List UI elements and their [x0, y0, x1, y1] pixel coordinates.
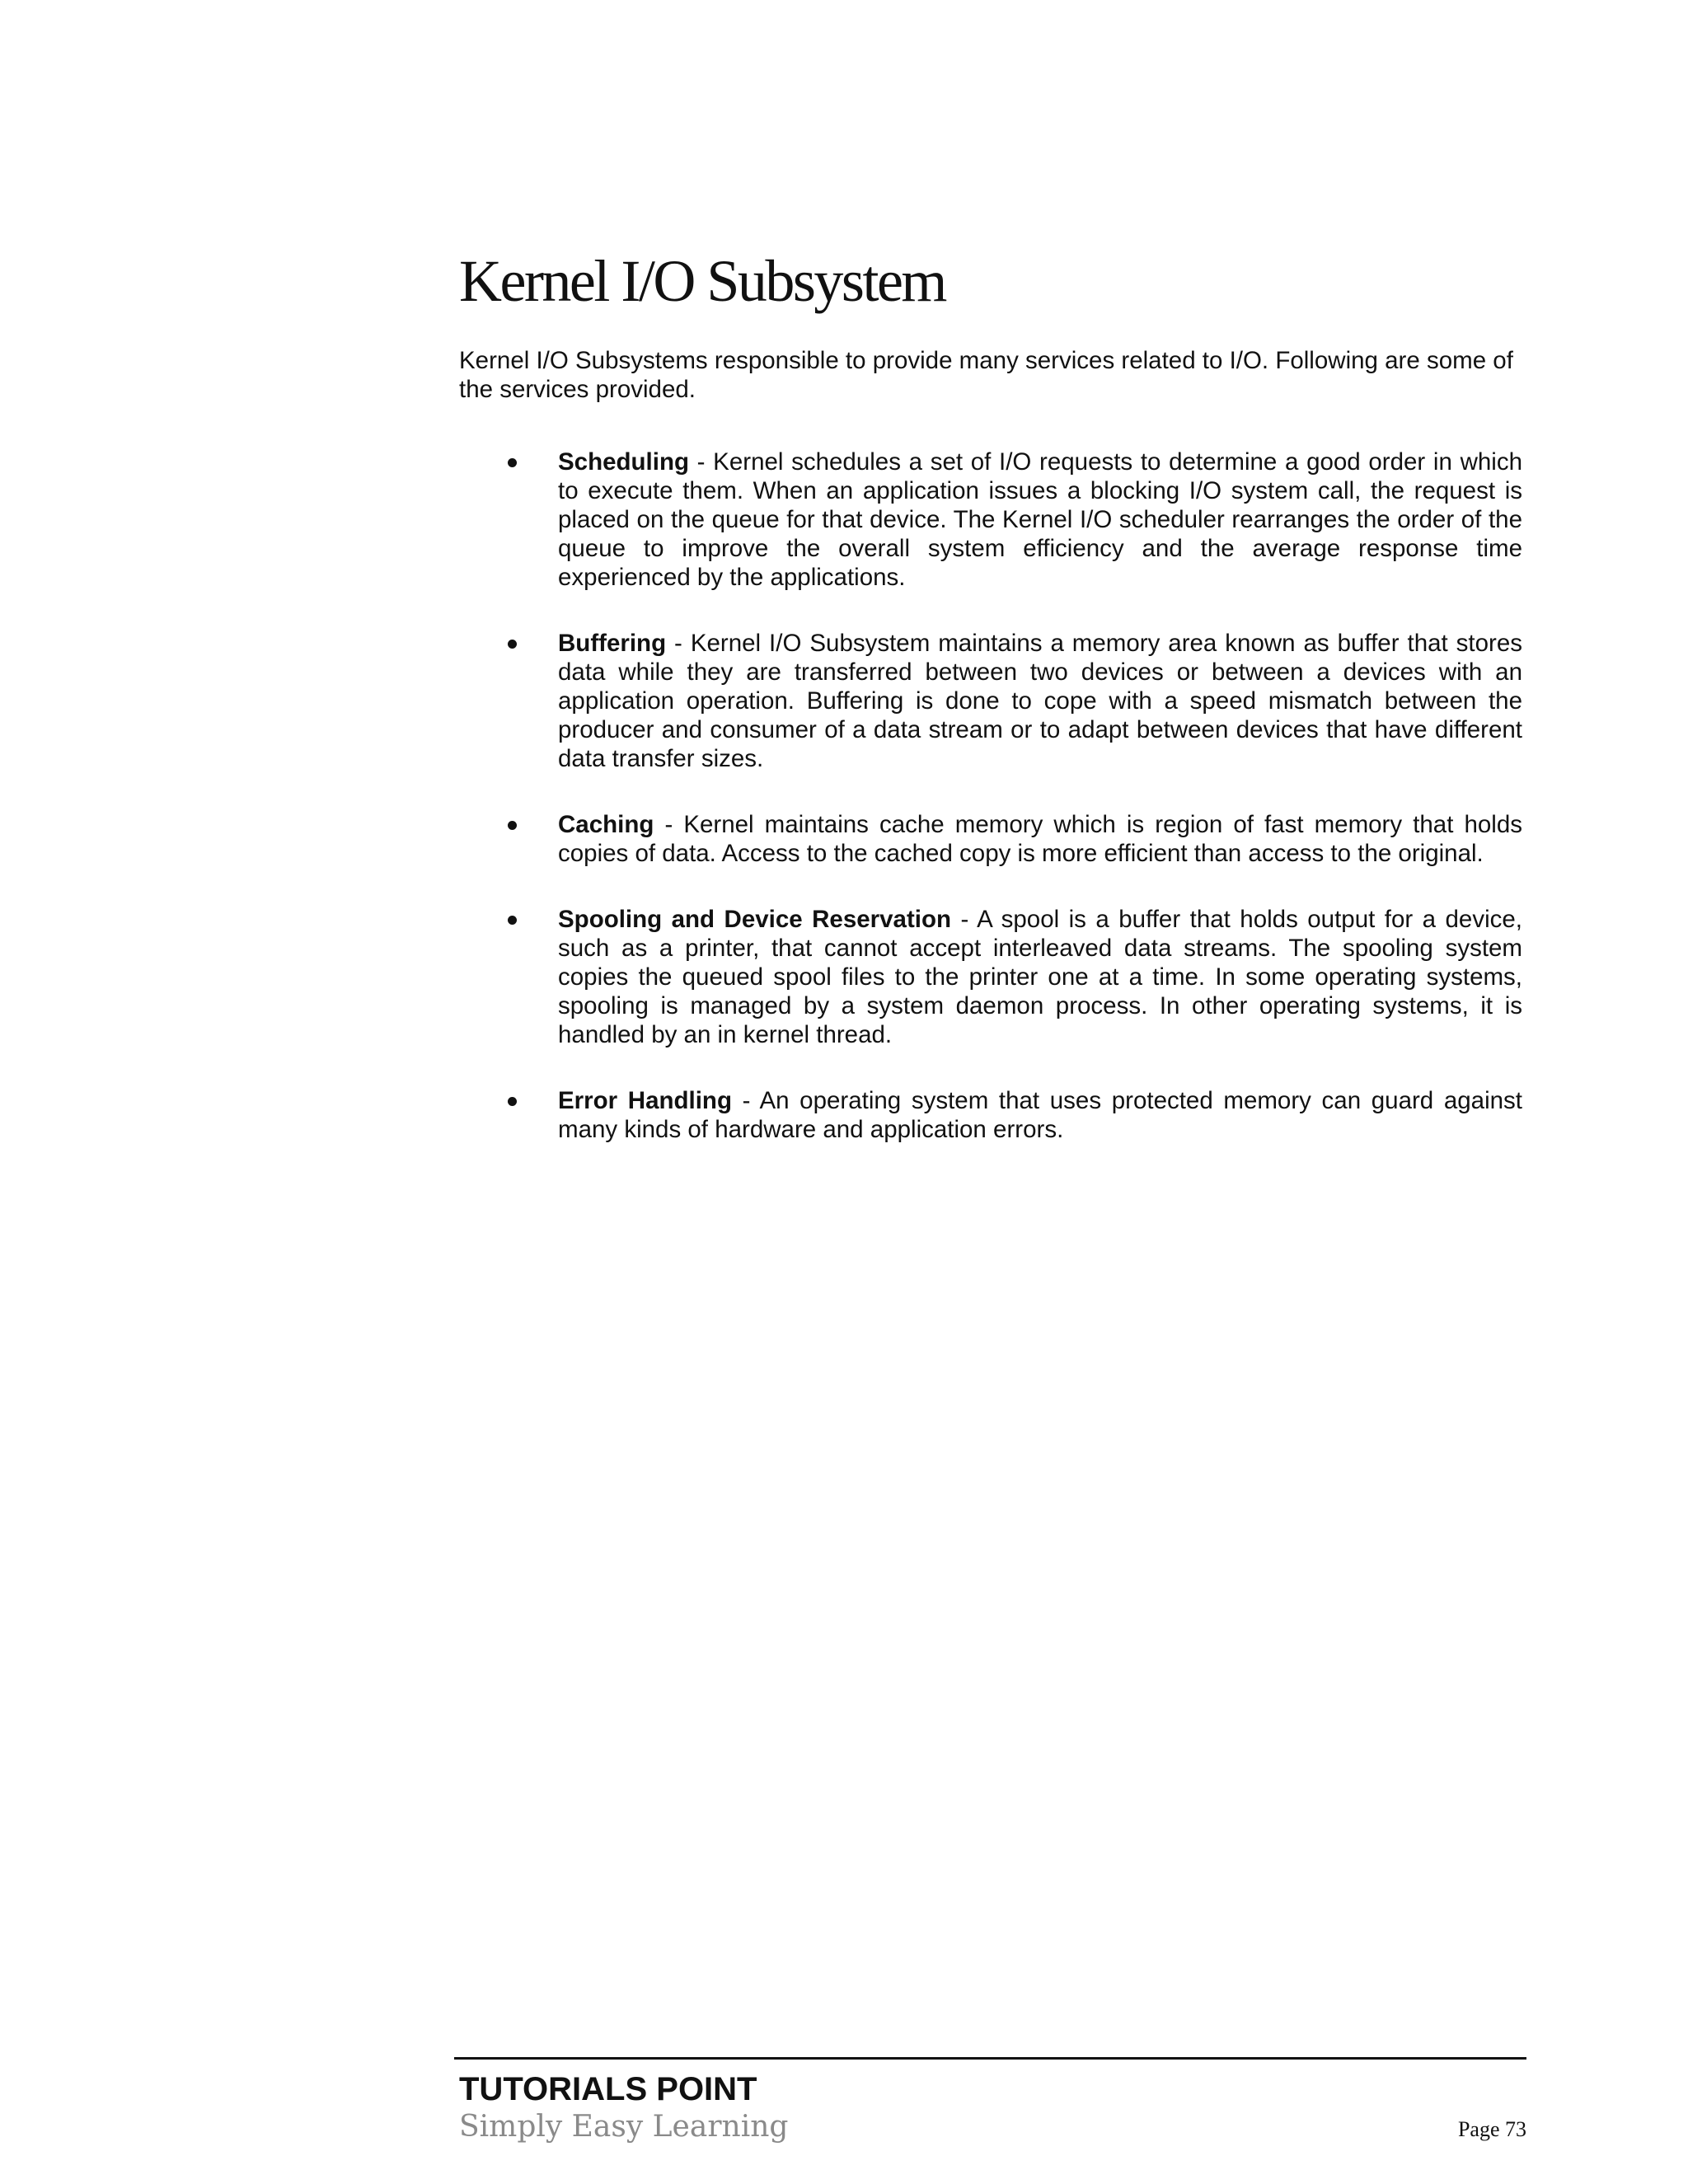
bullet-icon — [508, 1097, 517, 1106]
bullet-icon — [508, 821, 517, 830]
term-label: Buffering — [558, 630, 667, 657]
footer-brand: TUTORIALS POINT — [459, 2071, 757, 2107]
list-item-caching — [459, 810, 1522, 868]
intro-paragraph: Kernel I/O Subsystems responsible to provide many services related to I/O. Following are some of the services provided. — [459, 347, 1513, 403]
term-description: - Kernel schedules a set of I/O requests to determine a good order in which to execute them. When an application issues a blocking I/O system call, the request is placed on the queue for that device. The Kernel I/O scheduler rearranges the order of the queue to improve the overall system efficiency and the average response time experienced by the applications. — [558, 448, 1522, 591]
page-title: Kernel I/O Subsystem — [459, 248, 945, 314]
list-item-scheduling — [459, 448, 1522, 592]
term-label: Error Handling — [558, 1087, 732, 1114]
bullet-icon — [508, 640, 517, 649]
list-item-error-handling — [459, 1086, 1522, 1144]
term-label: Caching — [558, 811, 654, 838]
term-description: - Kernel I/O Subsystem maintains a memory area known as buffer that stores data while they are transferred between two devices or between a devices with an application operation. Buffering is done to cope with a speed mismatch between the producer and consumer of a data stream or to adapt between devices that have different data transfer sizes. — [558, 630, 1522, 772]
term-description: - An operating system that uses protected memory can guard against many kinds of hardware and application errors. — [558, 1087, 1522, 1143]
list-item-buffering — [459, 629, 1522, 773]
page-number: Page 73 — [1457, 2117, 1526, 2141]
footer-divider — [454, 2057, 1526, 2060]
services-list — [459, 448, 1522, 1144]
term-label: Spooling and Device Reservation — [558, 906, 952, 933]
term-description: - A spool is a buffer that holds output for a device, such as a printer, that cannot accept interleaved data streams. The spooling system copies the queued spool files to the printer one at a time. In some operating systems, spooling is managed by a system daemon process. In other operating systems, it is handled by an in kernel thread. — [558, 906, 1522, 1048]
bullet-icon — [508, 458, 517, 467]
list-item-spooling — [459, 905, 1522, 1049]
term-description: - Kernel maintains cache memory which is region of fast memory that holds copies of data. Access to the cached copy is more efficient than access to the original. — [558, 811, 1522, 867]
bullet-icon — [508, 916, 517, 925]
term-label: Scheduling — [558, 448, 689, 476]
footer-tagline: Simply Easy Learning — [459, 2110, 789, 2144]
